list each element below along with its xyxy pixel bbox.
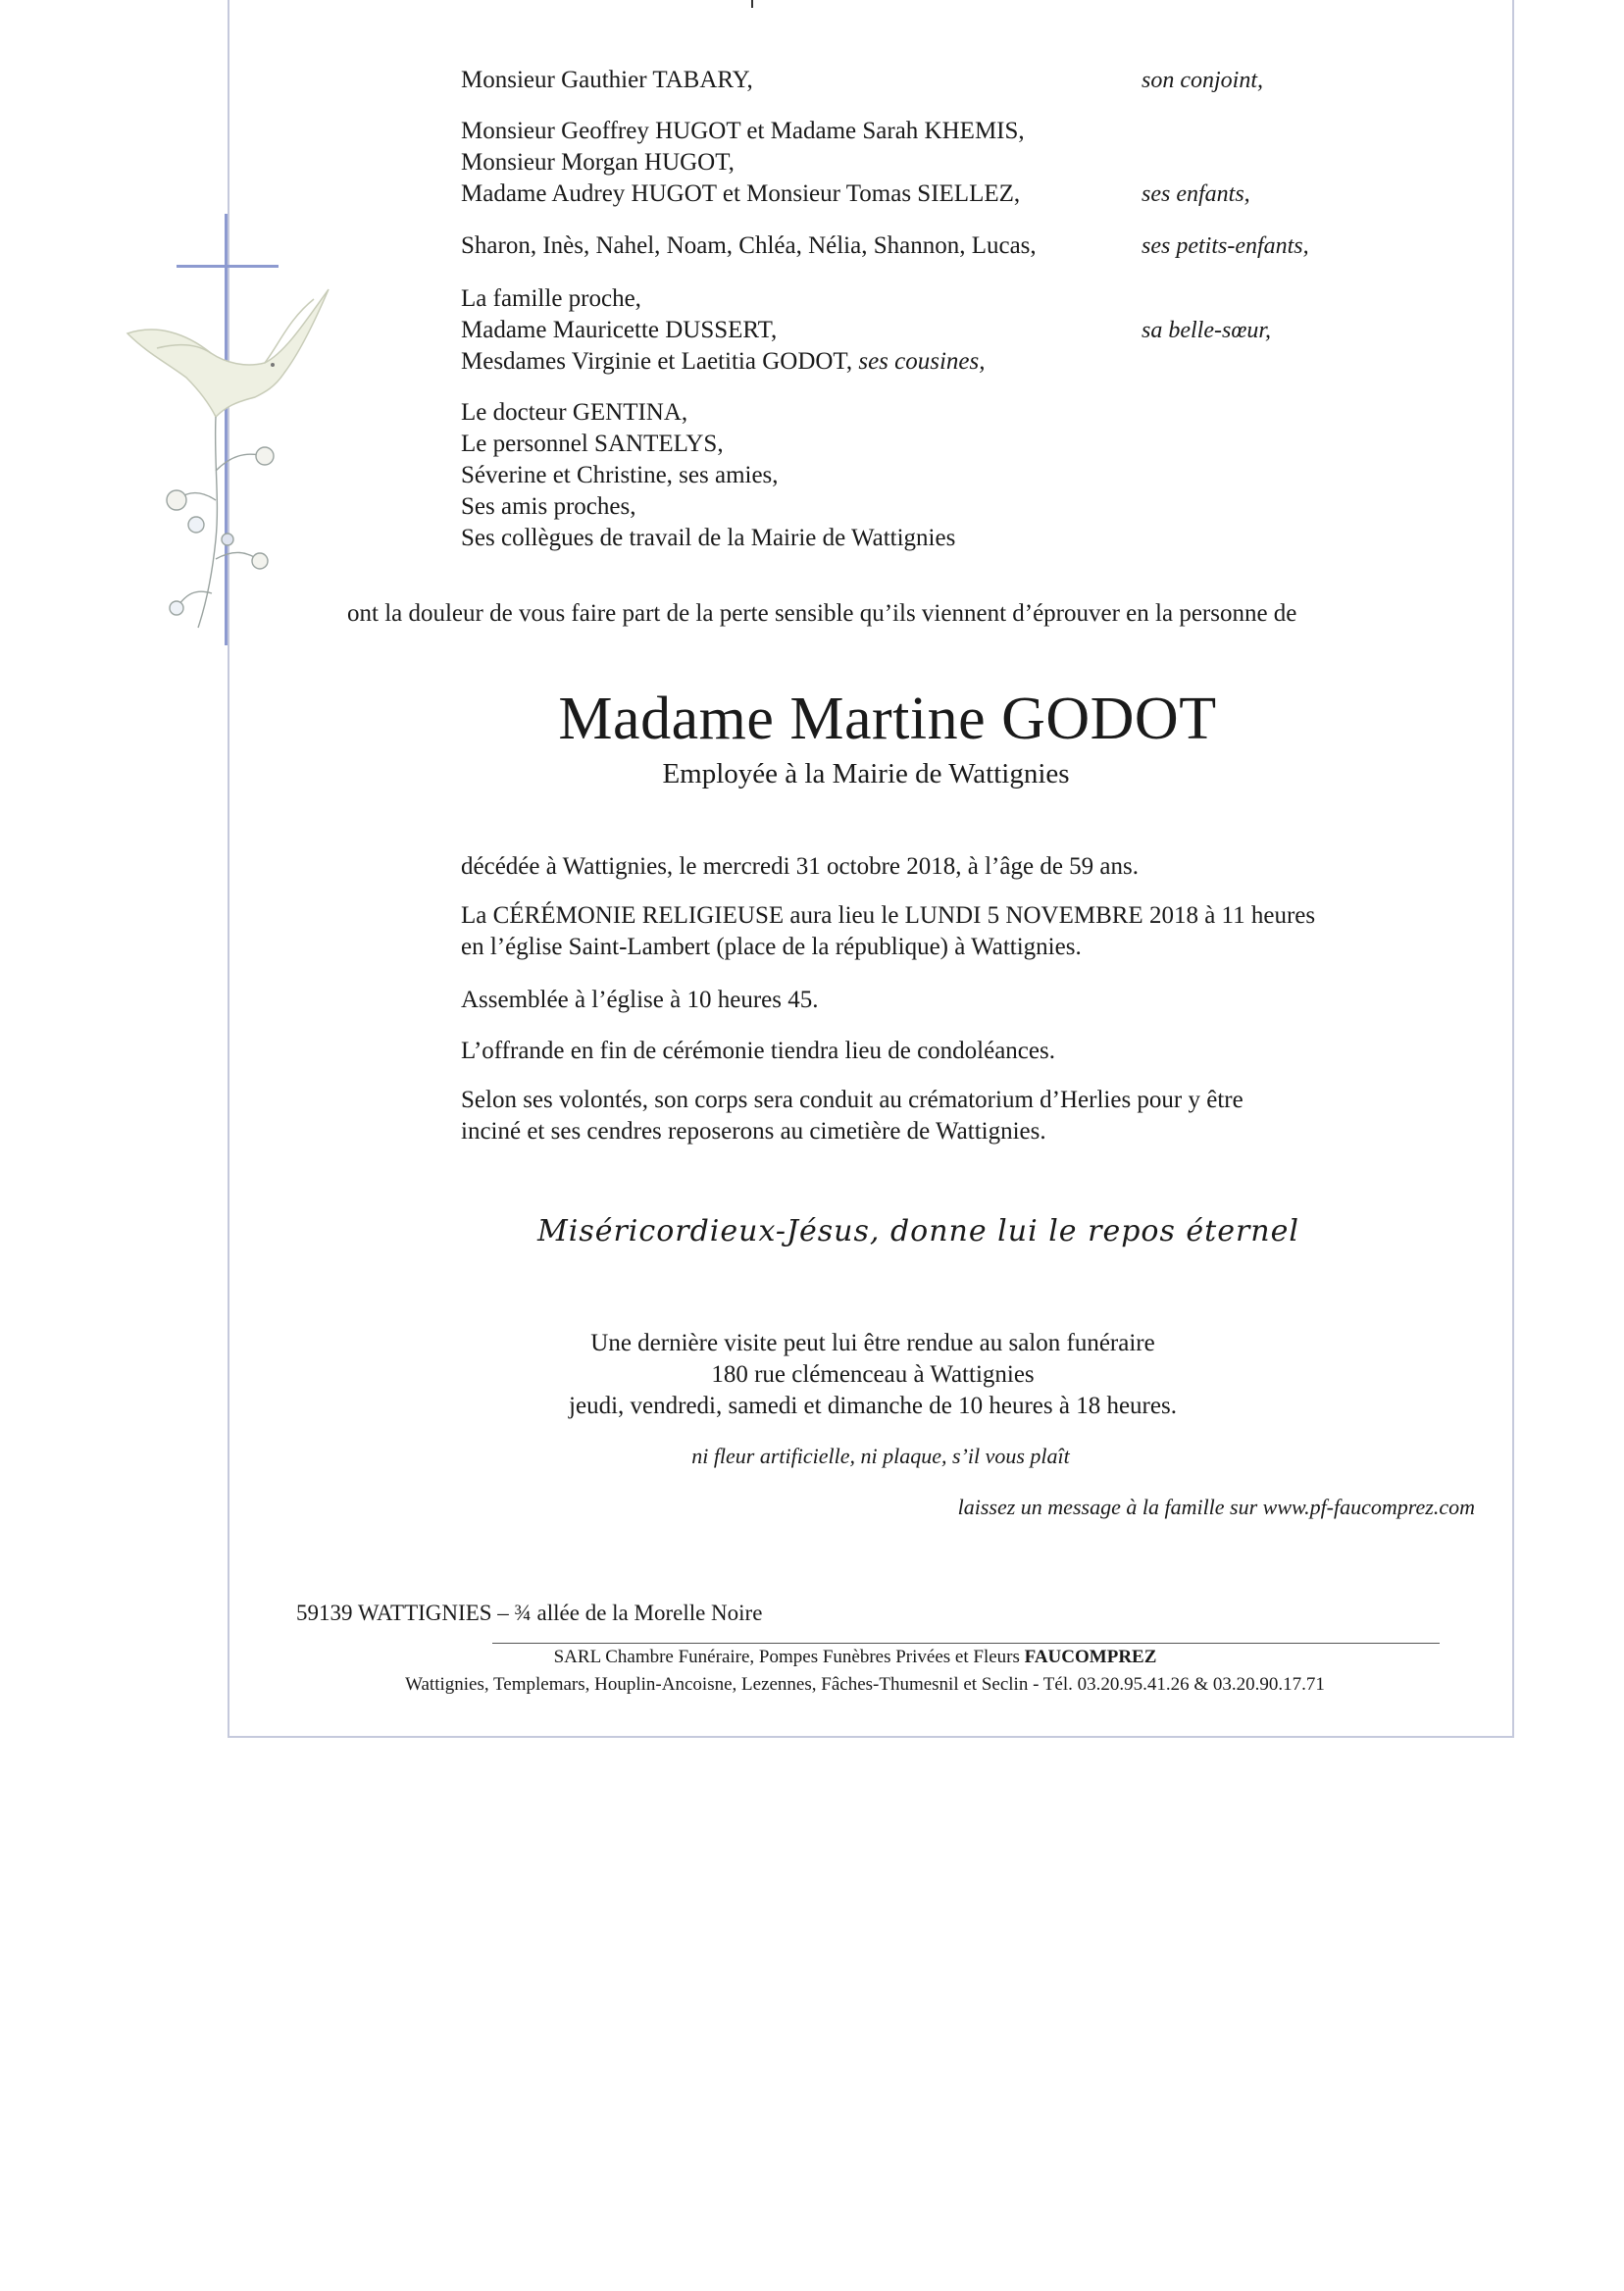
close-family-line-1: La famille proche, [461, 285, 641, 312]
wishes-line-1: Selon ses volontés, son corps sera conduit au crématorium d’Herlies pour y être [461, 1087, 1243, 1113]
close-family-line-2: Madame Mauricette DUSSERT, [461, 317, 778, 343]
spouse-role: son conjoint, [1142, 68, 1263, 93]
address: 59139 WATTIGNIES – ¾ allée de la Morelle Noire [296, 1601, 763, 1625]
death-details: décédée à Wattignies, le mercredi 31 octobre 2018, à l’âge de 59 ans. [461, 853, 1139, 880]
assembly-info: Assemblée à l’église à 10 heures 45. [461, 987, 819, 1013]
wishes-line-2: inciné et ses cendres reposerons au cimetière de Wattignies. [461, 1118, 1046, 1145]
cousins-role: ses cousines, [858, 348, 986, 375]
footer-locations-phones: Wattignies, Templemars, Houplin-Ancoisne, Lezennes, Fâches-Thumesnil et Seclin - Tél. 03.20.95.41.26 & 03.20.90.17.71 [405, 1674, 1325, 1695]
spouse-line: Monsieur Gauthier TABARY, [461, 67, 753, 93]
others-line-5: Ses collègues de travail de la Mairie de Wattignies [461, 525, 956, 551]
footer-company-prefix: SARL Chambre Funéraire, Pompes Funèbres Privées et Fleurs [553, 1647, 1020, 1667]
ceremony-line-2: en l’église Saint-Lambert (place de la république) à Wattignies. [461, 934, 1082, 960]
cross-icon [177, 214, 279, 645]
cross-dove-flower-icon [118, 206, 343, 647]
announcement-intro: ont la douleur de vous faire part de la perte sensible qu’ils viennent d’éprouver en la personne de [347, 600, 1297, 627]
grandchildren-line: Sharon, Inès, Nahel, Noam, Chléa, Nélia, Shannon, Lucas, [461, 232, 1037, 259]
deceased-name: Madame Martine GODOT [558, 686, 1217, 752]
frame-tick [751, 0, 753, 8]
visit-line-3: jeudi, vendredi, samedi et dimanche de 10 heures à 18 heures. [569, 1393, 1177, 1419]
offering-info: L’offrande en fin de cérémonie tiendra lieu de condoléances. [461, 1038, 1055, 1064]
website-message: laissez un message à la famille sur www.pf-faucomprez.com [957, 1495, 1475, 1519]
prayer-text: Miséricordieux-Jésus, donne lui le repos éternel [537, 1214, 1299, 1248]
ceremony-line-1: La CÉRÉMONIE RELIGIEUSE aura lieu le LUNDI 5 NOVEMBRE 2018 à 11 heures [461, 902, 1316, 929]
flower-stem-icon [167, 417, 274, 628]
dove-icon [127, 289, 329, 417]
visit-line-2: 180 rue clémenceau à Wattignies [711, 1361, 1035, 1388]
deceased-subtitle: Employée à la Mairie de Wattignies [662, 758, 1070, 789]
sister-in-law-role: sa belle-sœur, [1142, 318, 1271, 343]
footer-divider [492, 1643, 1440, 1644]
children-role: ses enfants, [1142, 181, 1250, 207]
others-line-1: Le docteur GENTINA, [461, 399, 688, 426]
footer-brand: FAUCOMPREZ [1024, 1647, 1157, 1667]
close-family-line-3 [461, 346, 986, 378]
cousins-names: Mesdames Virginie et Laetitia GODOT, [461, 348, 853, 375]
children-line-3: Madame Audrey HUGOT et Monsieur Tomas SIELLEZ, [461, 180, 1021, 207]
flowers-note: ni fleur artificielle, ni plaque, s’il vous plaît [691, 1444, 1070, 1468]
footer-company [0, 1647, 1624, 1668]
others-line-3: Séverine et Christine, ses amies, [461, 462, 779, 488]
others-line-2: Le personnel SANTELYS, [461, 431, 724, 457]
grandchildren-role: ses petits-enfants, [1142, 233, 1309, 259]
children-line-1: Monsieur Geoffrey HUGOT et Madame Sarah KHEMIS, [461, 118, 1025, 144]
others-line-4: Ses amis proches, [461, 493, 636, 520]
visit-line-1: Une dernière visite peut lui être rendue au salon funéraire [590, 1330, 1155, 1356]
children-line-2: Monsieur Morgan HUGOT, [461, 149, 735, 176]
